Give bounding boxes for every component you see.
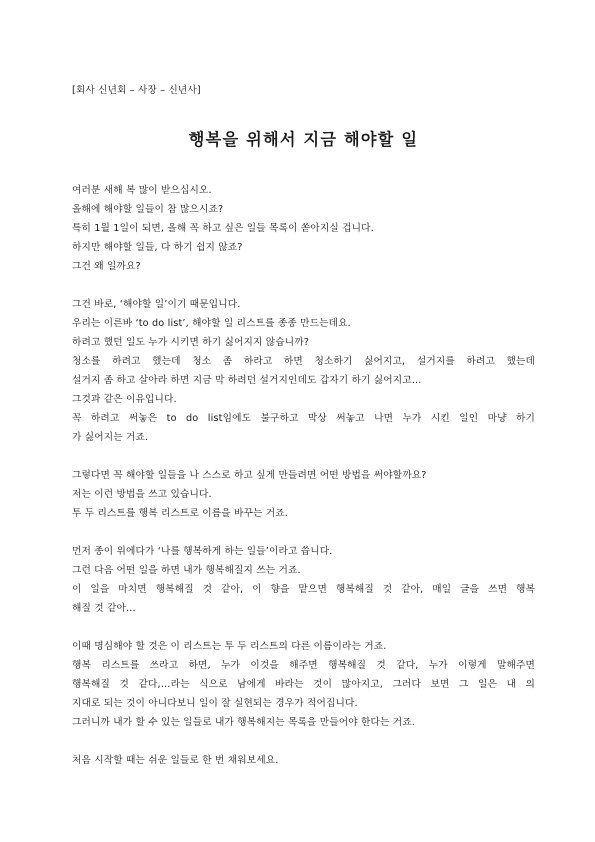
text-line: 하려고 했던 일도 누가 시키면 하기 싫어지지 않습니까? bbox=[72, 337, 310, 348]
text-line: 행복해질 것 같다,…라는 식으로 남에게 바라는 것이 많아지고, 그러다 보면 그 일은 내 의 bbox=[72, 679, 535, 690]
paragraph bbox=[72, 181, 535, 276]
text-line: 그러니까 내가 할 수 있는 일들로 내가 행복해지는 목록을 만들어야 한다는 거죠. bbox=[72, 717, 416, 728]
document-title: 행복을 위해서 지금 해야할 일 bbox=[188, 130, 419, 149]
text-line: 지대로 되는 것이 아니다보니 일이 잘 실현되는 경우가 적어집니다. bbox=[72, 698, 358, 709]
text-line: 그건 왜 일까요? bbox=[72, 261, 141, 272]
text-line: 여러분 새해 복 많이 받으십시오. bbox=[72, 185, 212, 196]
text-line: 먼저 종이 위에다가 ‘나를 행복하게 하는 일들’이라고 씁니다. bbox=[72, 546, 333, 557]
paragraph bbox=[72, 466, 535, 523]
text-line: 그것과 같은 이유입니다. bbox=[72, 394, 177, 405]
document-body bbox=[72, 181, 535, 770]
text-line: 그런 다음 어떤 일을 하면 내가 행복해질지 쓰는 거죠. bbox=[72, 565, 301, 576]
text-line: 처음 시작할 때는 쉬운 일들로 한 번 채워보세요. bbox=[72, 755, 279, 766]
text-line: 설거지 좀 하고 살아라 하면 지금 막 하려던 설거지인데도 갑자기 하기 싫어지고… bbox=[72, 375, 422, 386]
text-line: 저는 이런 방법을 쓰고 있습니다. bbox=[72, 489, 212, 500]
text-line: 이 일을 마치면 행복해질 것 같아, 이 향을 맡으면 행복해질 것 같아, 매일 글을 쓰면 행복 bbox=[72, 584, 535, 595]
text-line: 특히 1월 1일이 되면, 올해 꼭 하고 싶은 일들 목록이 쏟아지실 겁니다. bbox=[72, 223, 374, 234]
text-line: 투 두 리스트를 행복 리스트로 이름을 바꾸는 거죠. bbox=[72, 508, 288, 519]
text-line: 그건 바로, ‘해야할 일’이기 때문입니다. bbox=[72, 299, 241, 310]
text-line: 해질 것 같아… bbox=[72, 603, 136, 614]
paragraph bbox=[72, 637, 535, 732]
text-line: 가 싫어지는 거죠. bbox=[72, 432, 149, 443]
text-line: 우리는 이른바 ‘to do list’, 해야할 일 리스트를 종종 만드는데요. bbox=[72, 318, 351, 329]
text-line: 하지만 해야할 일들, 다 하기 쉽지 않죠? bbox=[72, 242, 243, 253]
paragraph bbox=[72, 751, 535, 770]
text-line: 꼭 하려고 써놓은 to do list임에도 불구하고 막상 써놓고 나면 누가 시킨 일인 마냥 하기 bbox=[72, 413, 535, 424]
text-line: 청소를 하려고 했는데 청소 좀 하라고 하면 청소하기 싫어지고, 설거지를 하려고 했는데 bbox=[72, 356, 535, 367]
text-line: 행복 리스트를 쓰라고 하면, 누가 이것을 해주면 행복해질 것 같다, 누가 이렇게 말해주면 bbox=[72, 660, 535, 671]
paragraph bbox=[72, 295, 535, 447]
text-line: 이때 명심해야 할 것은 이 리스트는 투 두 리스트의 다른 이름이라는 거죠. bbox=[72, 641, 387, 652]
event-header-tag: [회사 신년회 – 사장 – 신년사] bbox=[72, 85, 201, 96]
text-line: 그렇다면 꼭 해야할 일들을 나 스스로 하고 싶게 만들려면 어떤 방법을 써야할까요? bbox=[72, 470, 427, 481]
text-line: 올해에 해야할 일들이 참 많으시죠? bbox=[72, 204, 224, 215]
paragraph bbox=[72, 542, 535, 618]
